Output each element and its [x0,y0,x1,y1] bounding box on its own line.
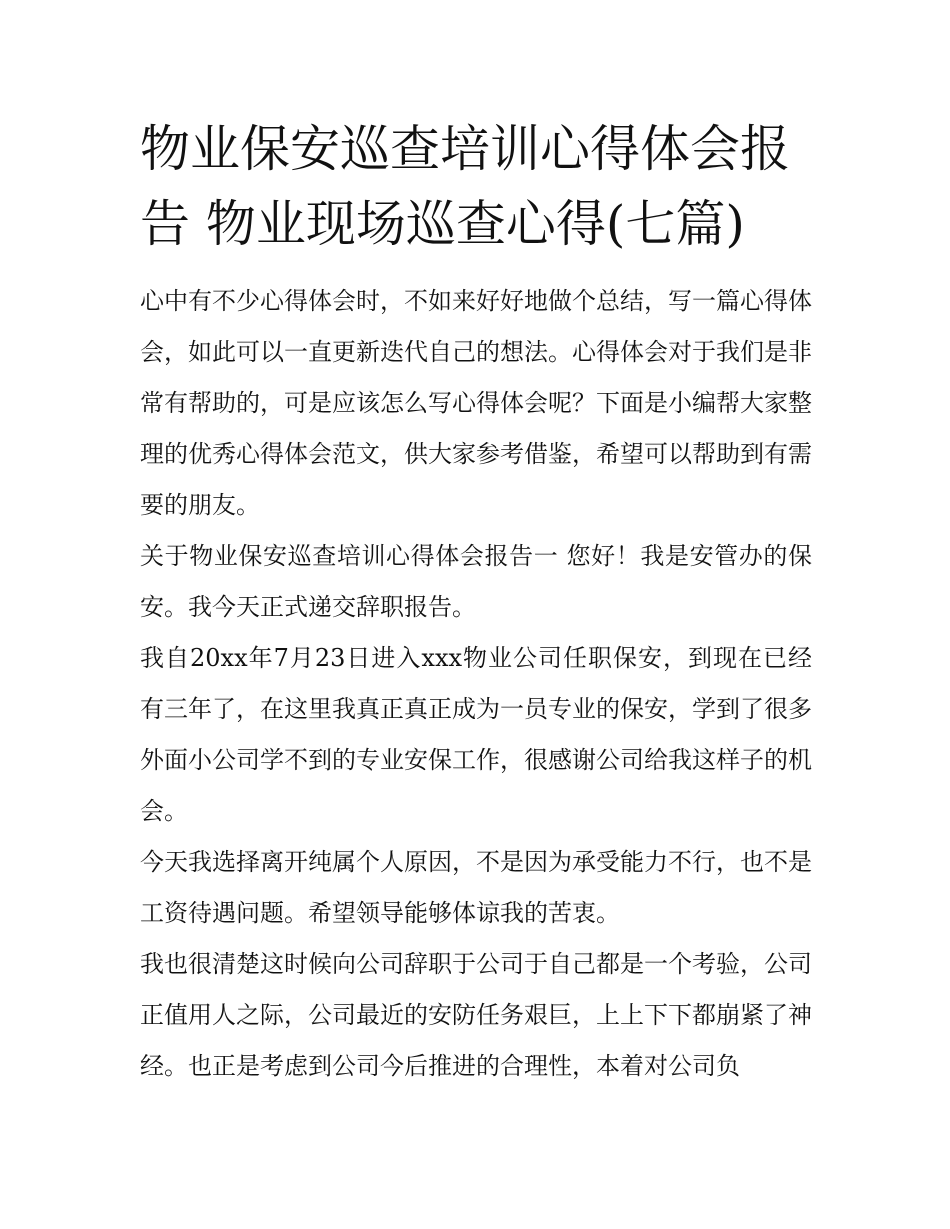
paragraph-report-opening: 关于物业保安巡查培训心得体会报告一 您好！我是安管办的保安。我今天正式递交辞职报告。 [140,542,812,621]
paragraph-intro: 心中有不少心得体会时，不如来好好地做个总结，写一篇心得体会，如此可以一直更新迭代自己的想法。心得体会对于我们是非常有帮助的，可是应该怎么写心得体会呢？下面是小编帮大家整理的优秀心得体会范文，供大家参考借鉴，希望可以帮助到有需要的朋友。 [140,287,812,519]
paragraph-consideration: 我也很清楚这时候向公司辞职于公司于自己都是一个考验，公司正值用人之际，公司最近的安防任务艰巨，上上下下都崩紧了神经。也正是考虑到公司今后推进的合理性，本着对公司负 [140,950,812,1080]
document-body [140,276,812,1092]
paragraph-reason: 今天我选择离开纯属个人原因，不是因为承受能力不行，也不是工资待遇问题。希望领导能够体谅我的苦衷。 [140,848,812,927]
document-title: 物业保安巡查培训心得体会报告 物业现场巡查心得(七篇) [140,120,790,253]
paragraph-employment-history: 我自20xx年7月23日进入xxx物业公司任职保安，到现在已经有三年了，在这里我真正真正成为一员专业的保安，学到了很多外面小公司学不到的专业安保工作，很感谢公司给我这样子的机会。 [140,644,812,825]
